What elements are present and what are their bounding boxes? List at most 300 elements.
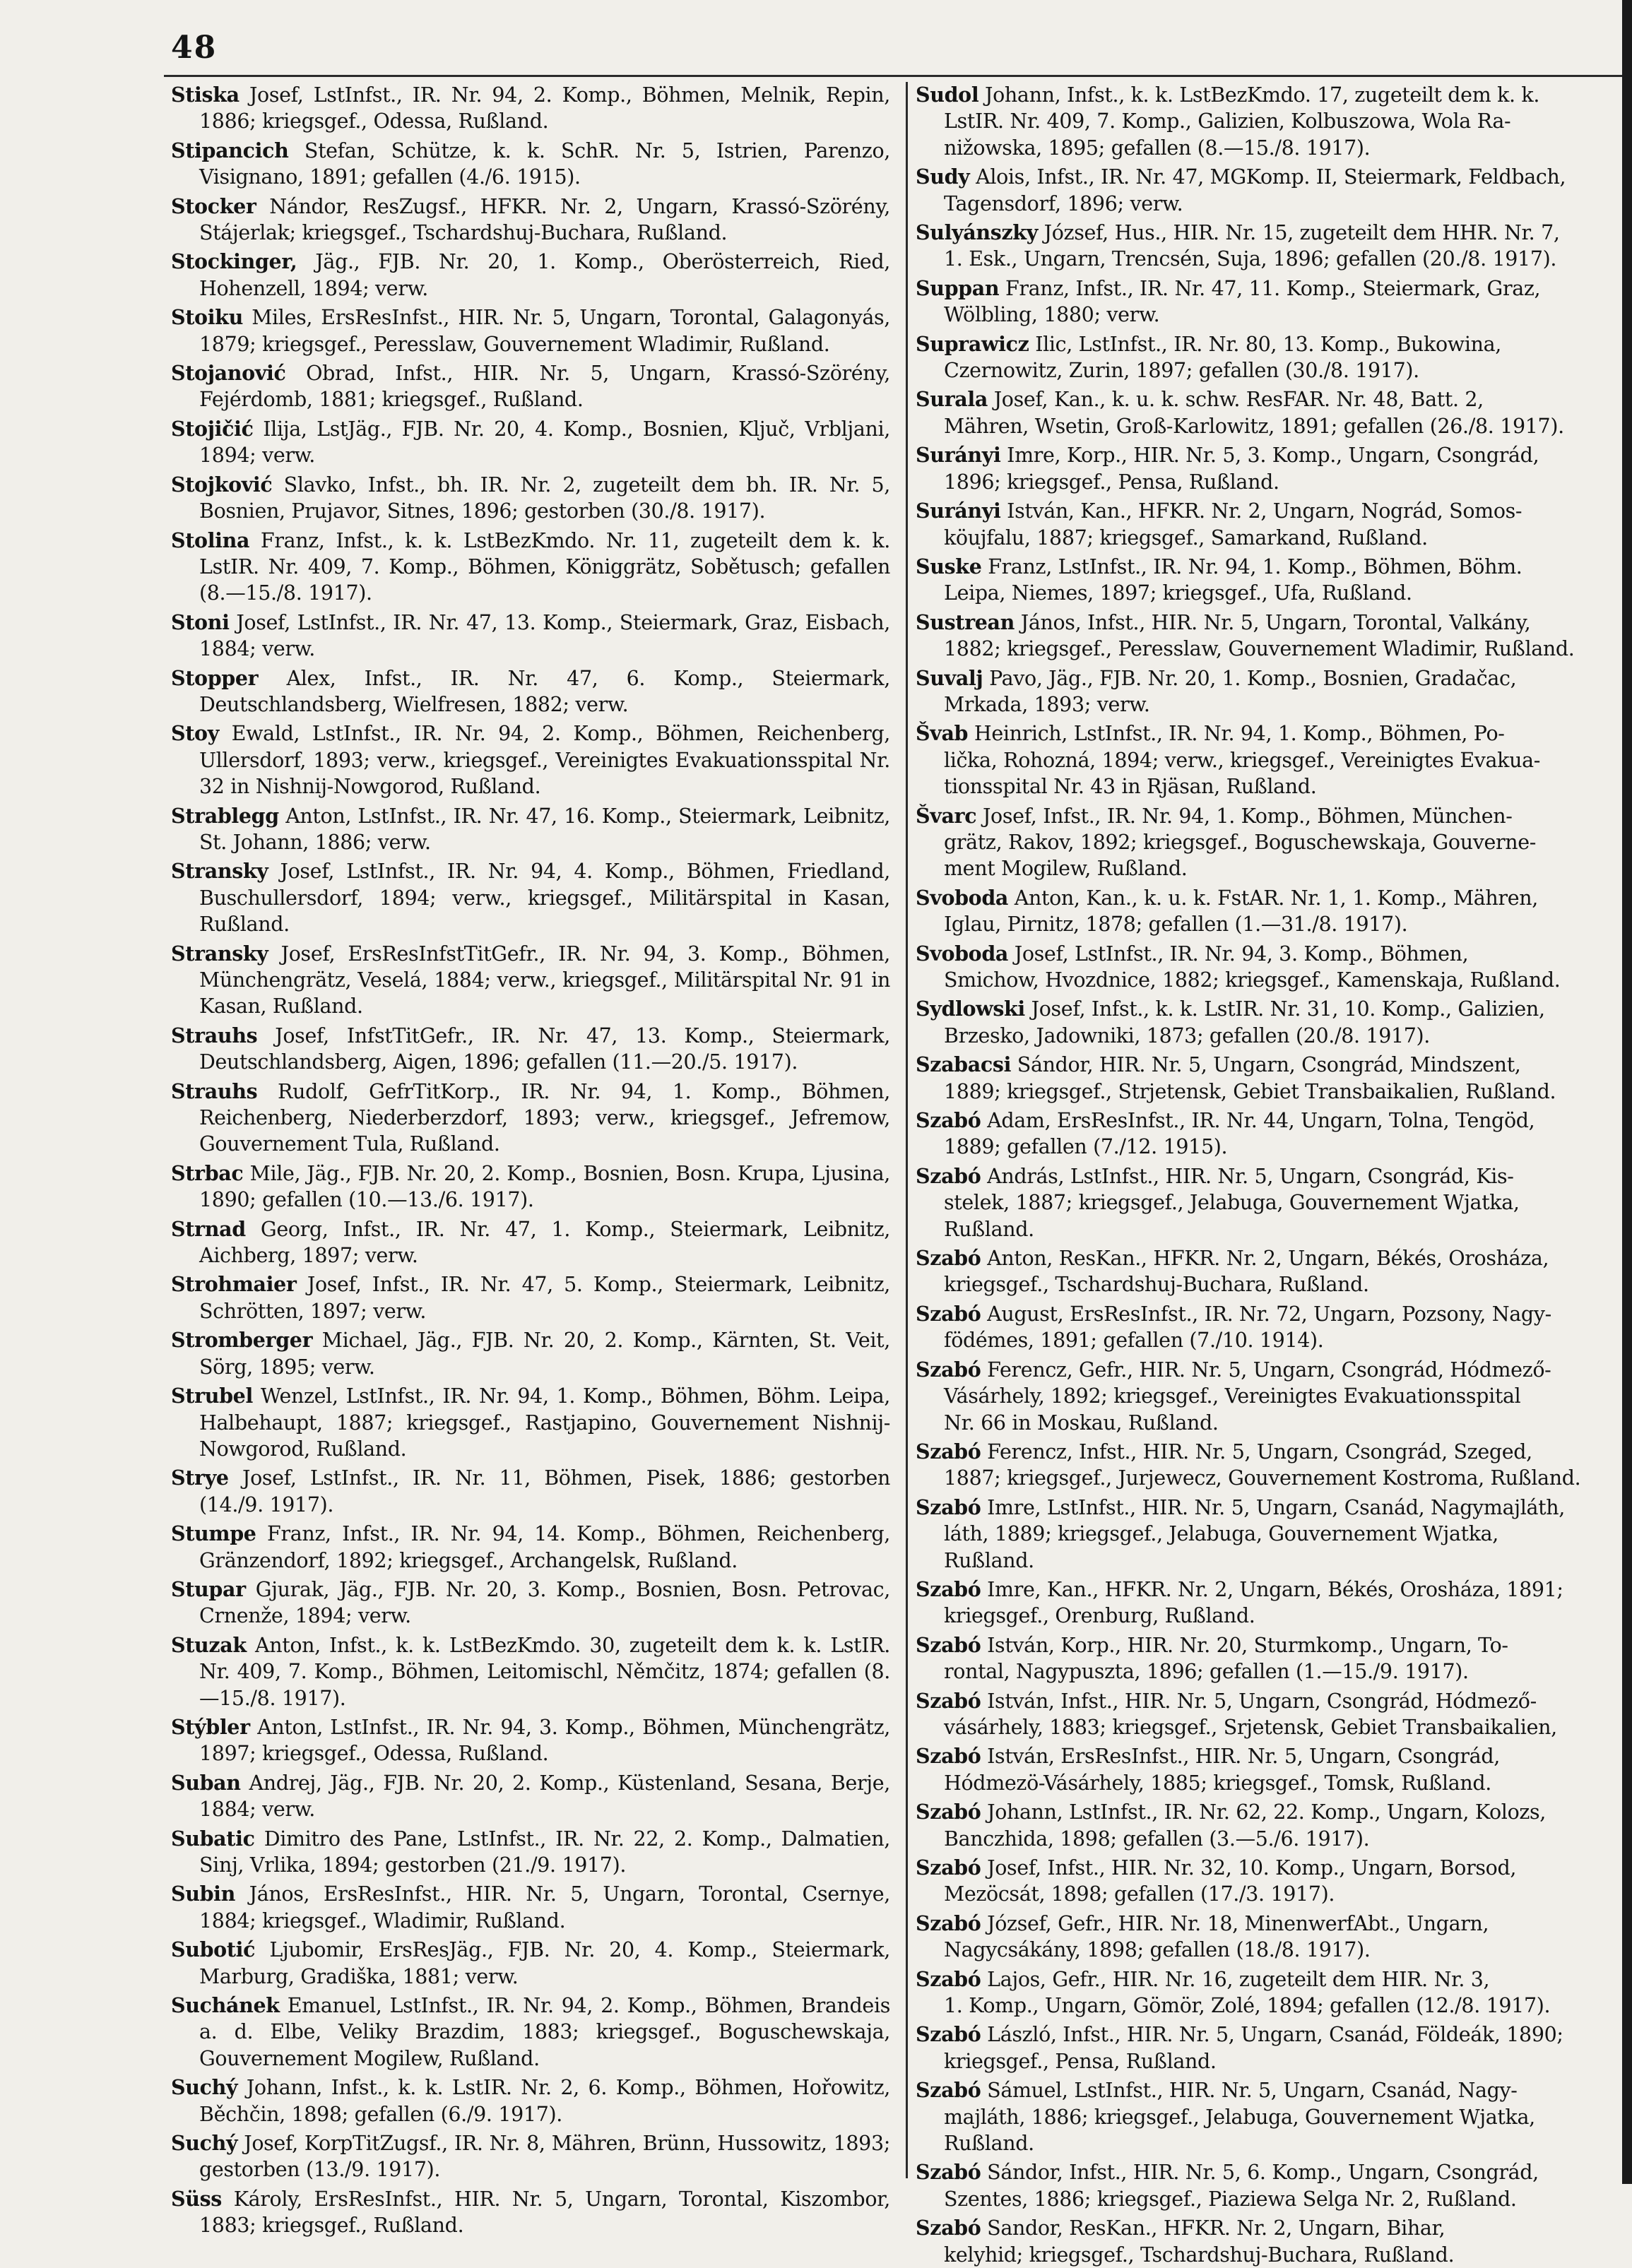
entry-surname: Sulyánszky — [916, 220, 1038, 245]
entry-text: Mile, Jäg., FJB. Nr. 20, 2. Komp., Bosnien, Bosn. Krupa, Ljusina, 1890; gefallen (10.—13./6. 1917). — [199, 1161, 890, 1212]
register-entry — [916, 1439, 1632, 1465]
register-entry — [171, 941, 890, 1020]
register-entry — [916, 911, 1632, 937]
entry-surname: Surányi — [916, 499, 1001, 523]
entry-text: Ilic, LstInfst., IR. Nr. 80, 13. Komp., Bukowina, — [1035, 332, 1501, 356]
register-entry — [916, 1632, 1632, 1658]
entry-text: Iglau, Pirnitz, 1878; gefallen (1.—31./8. 1917). — [944, 913, 1408, 937]
register-entry — [171, 1826, 890, 1879]
entry-text: Imre, Korp., HIR. Nr. 5, 3. Komp., Ungarn, Csongrád, — [1007, 444, 1539, 468]
register-entry — [171, 610, 890, 663]
entry-text: kriegsgef., Tschardshuj-Buchara, Rußland. — [944, 1273, 1369, 1297]
entry-text: Andrej, Jäg., FJB. Nr. 20, 2. Komp., Küstenland, Sesana, Berje, 1884; verw. — [199, 1771, 890, 1822]
register-entry — [916, 855, 1632, 881]
register-entry — [171, 1770, 890, 1823]
register-entry — [916, 1465, 1632, 1491]
register-entry — [916, 1245, 1632, 1271]
register-entry — [916, 1714, 1632, 1740]
register-entry — [171, 1632, 890, 1711]
entry-surname: Szabó — [916, 1439, 981, 1463]
register-entry — [916, 665, 1632, 691]
entry-text: Ljubomir, ErsResJäg., FJB. Nr. 20, 4. Komp., Steiermark, Marburg, Gradiška, 1881; verw. — [199, 1938, 890, 1988]
register-entry — [916, 1577, 1632, 1603]
register-entry — [916, 1271, 1632, 1298]
page-number: 48 — [171, 30, 218, 66]
entry-text: Heinrich, LstInfst., IR. Nr. 94, 1. Komp., Böhmen, Po- — [974, 722, 1505, 746]
register-entry — [916, 1163, 1632, 1189]
entry-text: Nr. 66 in Moskau, Rußland. — [944, 1411, 1219, 1435]
entry-text: Gjurak, Jäg., FJB. Nr. 20, 3. Komp., Bosnien, Bosn. Petrovac, Crnenže, 1894; verw. — [199, 1577, 890, 1628]
entry-surname: Stoy — [171, 721, 219, 746]
entry-text: Sandor, ResKan., HFKR. Nr. 2, Ungarn, Bihar, — [987, 2216, 1445, 2240]
entry-surname: Szabó — [916, 1688, 981, 1713]
entry-text: Adam, ErsResInfst., IR. Nr. 44, Ungarn, Tolna, Tengöd, — [987, 1109, 1535, 1133]
register-entry — [171, 803, 890, 856]
register-entry — [916, 885, 1632, 911]
register-entry — [171, 360, 890, 413]
register-entry — [916, 2048, 1632, 2074]
entry-text: nižowska, 1895; gefallen (8.—15./8. 1917). — [944, 136, 1371, 160]
entry-text: kriegsgef., Orenburg, Rußland. — [944, 1604, 1255, 1628]
entry-text: István, Kan., HFKR. Nr. 2, Ungarn, Nográd, Somos- — [1007, 499, 1522, 523]
register-entry — [916, 2130, 1632, 2156]
entry-surname: Surányi — [916, 443, 1001, 468]
entry-surname: Stransky — [171, 941, 268, 966]
register-entry — [916, 1937, 1632, 1963]
entry-text: Ewald, LstInfst., IR. Nr. 94, 2. Komp., Böhmen, Reichenberg, Ullersdorf, 1893; verw., kriegsgef., Vereinigtes Evakuationsspital Nr. 32 in Nishnij-Nowgorod, Rußland. — [199, 722, 890, 799]
entry-text: Wenzel, LstInfst., IR. Nr. 94, 1. Komp., Böhmen, Böhm. Leipa, Halbehaupt, 1887; kriegsgef., Rastjapino, Gouvernement Nishnij-Nowgorod, Rußland. — [199, 1384, 890, 1461]
entry-text: József, Gefr., HIR. Nr. 18, MinenwerfAbt., Ungarn, — [987, 1911, 1489, 1935]
entry-text: Franz, LstInfst., IR. Nr. 94, 1. Komp., Böhmen, Böhm. — [988, 554, 1522, 578]
entry-surname: Szabó — [916, 2078, 981, 2103]
register-entry — [916, 1658, 1632, 1685]
entry-text: Nándor, ResZugsf., HFKR. Nr. 2, Ungarn, Krassó-Szörény, Stájerlak; kriegsgef., Tschardshuj-Buchara, Rußland. — [199, 194, 890, 245]
register-entry — [916, 1688, 1632, 1714]
register-entry — [916, 1134, 1632, 1160]
entry-text: Lajos, Gefr., HIR. Nr. 16, zugeteilt dem HIR. Nr. 3, — [987, 1967, 1490, 1991]
entry-surname: Szabó — [916, 1632, 981, 1657]
entry-text: lička, Rohozná, 1894; verw., kriegsgef., Vereinigtes Evakua- — [944, 748, 1541, 772]
right-column — [916, 82, 1632, 2267]
entry-surname: Stolina — [171, 528, 250, 552]
register-entry — [916, 1881, 1632, 1907]
register-entry — [916, 996, 1632, 1022]
entry-text: grätz, Rakov, 1892; kriegsgef., Boguschewskaja, Gouverne- — [944, 830, 1537, 854]
entry-text: Mezöcsát, 1898; gefallen (17./3. 1917). — [944, 1882, 1335, 1906]
entry-text: Rußland. — [944, 2132, 1034, 2156]
entry-surname: Stuzak — [171, 1632, 247, 1657]
entry-text: János, ErsResInfst., HIR. Nr. 5, Ungarn, Torontal, Csernye, 1884; kriegsgef., Wladimir, Rußland. — [199, 1882, 890, 1932]
entry-text: Josef, ErsResInfstTitGefr., IR. Nr. 94, 3. Komp., Böhmen, Münchengrätz, Veselá, 1884; verw., kriegsgef., Militärspital Nr. 91 in Kasan, Rußland. — [199, 942, 890, 1019]
entry-surname: Szabó — [916, 1357, 981, 1382]
register-entry — [916, 2215, 1632, 2241]
entry-surname: Stocker — [171, 194, 256, 218]
register-entry — [171, 2130, 890, 2183]
register-entry — [916, 803, 1632, 829]
entry-text: LstIR. Nr. 409, 7. Komp., Galizien, Kolbuszowa, Wola Ra- — [944, 109, 1511, 133]
entry-surname: Sydlowski — [916, 997, 1025, 1021]
register-entry — [916, 2021, 1632, 2048]
entry-text: Josef, KorpTitZugsf., IR. Nr. 8, Mähren, Brünn, Hussowitz, 1893; gestorben (13./9. 1917). — [199, 2132, 890, 2182]
entry-surname: Stoiku — [171, 305, 243, 330]
entry-surname: Svoboda — [916, 885, 1009, 910]
entry-text: József, Hus., HIR. Nr. 15, zugeteilt dem HHR. Nr. 7, — [1043, 221, 1560, 245]
entry-text: Josef, LstInfst., IR. Nr. 47, 13. Komp., Steiermark, Graz, Eisbach, 1884; verw. — [199, 610, 890, 661]
entry-surname: Szabó — [916, 2216, 981, 2240]
register-entry — [916, 135, 1632, 161]
register-entry — [171, 1937, 890, 1990]
entry-surname: Stojanović — [171, 361, 286, 386]
register-entry — [916, 2186, 1632, 2212]
register-entry — [171, 1521, 890, 1574]
entry-text: ment Mogilew, Rußland. — [944, 857, 1188, 881]
entry-surname: Stockinger, — [171, 249, 297, 274]
register-entry — [171, 1079, 890, 1158]
entry-surname: Szabó — [916, 1495, 981, 1519]
entry-text: Imre, Kan., HFKR. Nr. 2, Ungarn, Békés, Orosháza, 1891; — [987, 1577, 1563, 1601]
register-entry — [916, 246, 1632, 272]
entry-text: Anton, Infst., k. k. LstBezKmdo. 30, zugeteilt dem k. k. LstIR. Nr. 409, 7. Komp., Böhmen, Leitomischl, Němčitz, 1874; gefallen (8.—15./8. 1917). — [199, 1633, 890, 1710]
entry-text: Ferencz, Gefr., HIR. Nr. 5, Ungarn, Csongrád, Hódmező- — [987, 1358, 1551, 1382]
register-entry — [916, 2242, 1632, 2268]
register-entry — [171, 82, 890, 135]
register-entry — [916, 1911, 1632, 1937]
register-entry — [916, 413, 1632, 439]
entry-surname: Stupar — [171, 1577, 246, 1601]
entry-text: August, ErsResInfst., IR. Nr. 72, Ungarn, Pozsony, Nagy- — [987, 1302, 1551, 1326]
entry-text: Obrad, Infst., HIR. Nr. 5, Ungarn, Krassó-Szörény, Fejérdomb, 1881; kriegsgef., Rußland. — [199, 362, 890, 412]
entry-text: Rußland. — [944, 1548, 1034, 1572]
entry-text: Imre, LstInfst., HIR. Nr. 5, Ungarn, Csanád, Nagymajláth, — [987, 1495, 1565, 1519]
entry-surname: Stransky — [171, 859, 268, 884]
entry-text: Josef, Infst., IR. Nr. 47, 5. Komp., Steiermark, Leibnitz, Schrötten, 1897; verw. — [199, 1273, 890, 1323]
entry-text: Slavko, Infst., bh. IR. Nr. 2, zugeteilt dem bh. IR. Nr. 5, Bosnien, Prujavor, Sitnes, 1896; gestorben (30./8. 1917). — [199, 473, 890, 523]
entry-text: Hódmezö-Vásárhely, 1885; kriegsgef., Tomsk, Rußland. — [944, 1771, 1492, 1795]
entry-text: Josef, Infst., IR. Nr. 94, 1. Komp., Böhmen, München- — [982, 804, 1513, 828]
entry-surname: Szabó — [916, 1800, 981, 1824]
entry-text: Franz, Infst., IR. Nr. 94, 14. Komp., Böhmen, Reichenberg, Gränzendorf, 1892; kriegsgef., Archangelsk, Rußland. — [199, 1522, 890, 1572]
register-entry — [916, 1521, 1632, 1547]
entry-surname: Stýbler — [171, 1714, 250, 1739]
entry-text: Sándor, Infst., HIR. Nr. 5, 6. Komp., Ungarn, Csongrád, — [987, 2161, 1539, 2185]
entry-text: Wölbling, 1880; verw. — [944, 303, 1160, 327]
register-entry — [171, 858, 890, 937]
register-entry — [916, 1993, 1632, 2019]
entry-surname: Strye — [171, 1466, 229, 1490]
left-column — [171, 82, 890, 2238]
entry-text: Rußland. — [944, 1217, 1034, 1241]
entry-surname: Süss — [171, 2186, 222, 2211]
entry-text: Alex, Infst., IR. Nr. 47, 6. Komp., Steiermark, Deutschlandsberg, Wielfresen, 1882; verw. — [199, 666, 890, 716]
register-entry — [171, 665, 890, 718]
entry-surname: Szabó — [916, 1856, 981, 1880]
entry-text: Károly, ErsResInfst., HIR. Nr. 5, Ungarn, Torontal, Kiszombor, 1883; kriegsgef., Rußland. — [199, 2187, 890, 2238]
entry-text: Sámuel, LstInfst., HIR. Nr. 5, Ungarn, Csanád, Nagy- — [987, 2079, 1518, 2103]
register-entry — [916, 967, 1632, 993]
entry-surname: Szabó — [916, 1911, 981, 1935]
register-entry — [916, 1216, 1632, 1242]
entry-text: 1887; kriegsgef., Jurjewecz, Gouvernement Kostroma, Rußland. — [944, 1466, 1581, 1490]
register-entry — [171, 194, 890, 247]
entry-text: Josef, Kan., k. u. k. schw. ResFAR. Nr. 48, Batt. 2, — [993, 388, 1484, 412]
register-entry — [916, 941, 1632, 967]
register-entry — [171, 1216, 890, 1269]
entry-text: János, Infst., HIR. Nr. 5, Ungarn, Torontal, Valkány, — [1020, 610, 1531, 634]
entry-text: 1. Esk., Ungarn, Trencsén, Suja, 1896; gefallen (20./8. 1917). — [944, 247, 1557, 271]
entry-text: Leipa, Niemes, 1897; kriegsgef., Ufa, Rußland. — [944, 581, 1412, 605]
entry-surname: Stumpe — [171, 1521, 256, 1546]
entry-text: 1882; kriegsgef., Peresslaw, Gouvernement Wladimir, Rußland. — [944, 637, 1575, 661]
entry-surname: Strablegg — [171, 803, 279, 828]
entry-text: Josef, InfstTitGefr., IR. Nr. 47, 13. Komp., Steiermark, Deutschlandsberg, Aigen, 1896; gefallen (11.—20./5. 1917). — [199, 1023, 890, 1074]
register-entry — [916, 2077, 1632, 2103]
entry-text: 1. Komp., Ungarn, Gömör, Zolé, 1894; gefallen (12./8. 1917). — [944, 1994, 1551, 2018]
register-entry — [916, 747, 1632, 773]
register-entry — [916, 1357, 1632, 1383]
entry-text: István, Korp., HIR. Nr. 20, Sturmkomp., Ungarn, To- — [987, 1633, 1508, 1657]
entry-text: Franz, Infst., k. k. LstBezKmdo. Nr. 11, zugeteilt dem k. k. LstIR. Nr. 409, 7. Komp., Böhmen, Königgrätz, Sobětusch; gefallen (8.—15./8. 1917). — [199, 528, 890, 605]
entry-text: István, ErsResInfst., HIR. Nr. 5, Ungarn, Csongrád, — [987, 1745, 1500, 1769]
register-entry — [171, 1271, 890, 1324]
entry-surname: Stiska — [171, 83, 240, 107]
register-entry — [916, 82, 1632, 108]
entry-text: Franz, Infst., IR. Nr. 47, 11. Komp., Steiermark, Graz, — [1005, 276, 1541, 300]
register-entry — [916, 1301, 1632, 1327]
entry-surname: Švarc — [916, 803, 977, 828]
register-entry — [916, 2104, 1632, 2130]
entry-text: Stefan, Schütze, k. k. SchR. Nr. 5, Istrien, Parenzo, Visignano, 1891; gefallen (4./6. 1915). — [199, 138, 890, 189]
entry-surname: Surala — [916, 387, 988, 412]
entry-surname: Stipancich — [171, 138, 289, 162]
register-entry — [916, 525, 1632, 551]
entry-text: rontal, Nagypuszta, 1896; gefallen (1.—15./9. 1917). — [944, 1660, 1469, 1684]
register-entry — [916, 469, 1632, 495]
entry-surname: Suvalj — [916, 665, 983, 690]
register-entry — [171, 138, 890, 191]
entry-surname: Svoboda — [916, 941, 1009, 966]
entry-surname: Suppan — [916, 275, 1000, 300]
register-entry — [916, 302, 1632, 328]
entry-text: Josef, LstInfst., IR. Nr. 94, 3. Komp., Böhmen, — [1014, 942, 1469, 966]
register-entry — [916, 1108, 1632, 1134]
entry-surname: Strauhs — [171, 1079, 258, 1103]
register-entry — [916, 1966, 1632, 1993]
entry-text: Nagycsákány, 1898; gefallen (18./8. 1917). — [944, 1938, 1371, 1962]
register-entry — [171, 249, 890, 302]
register-entry — [916, 1799, 1632, 1825]
register-entry — [916, 1855, 1632, 1881]
entry-text: Jäg., FJB. Nr. 20, 1. Komp., Oberösterreich, Ried, Hohenzell, 1894; verw. — [199, 250, 890, 300]
entry-text: köujfalu, 1887; kriegsgef., Samarkand, Rußland. — [944, 526, 1428, 550]
entry-text: Tagensdorf, 1896; verw. — [944, 191, 1183, 215]
entry-surname: Suprawicz — [916, 331, 1029, 356]
register-entry — [171, 1465, 890, 1518]
entry-surname: Sudol — [916, 83, 979, 107]
register-entry — [171, 1993, 890, 2072]
register-entry — [171, 1160, 890, 1213]
entry-surname: Szabó — [916, 1744, 981, 1769]
entry-text: Banczhida, 1898; gefallen (3.—5./6. 1917). — [944, 1827, 1370, 1851]
register-entry — [171, 416, 890, 469]
entry-surname: Szabó — [916, 2022, 981, 2047]
entry-text: Brzesko, Jadowniki, 1873; gefallen (20./8. 1917). — [944, 1023, 1431, 1047]
register-entry — [916, 357, 1632, 384]
entry-text: Dimitro des Pane, LstInfst., IR. Nr. 22, 2. Komp., Dalmatien, Sinj, Vrlika, 1894; gestorben (21./9. 1917). — [199, 1827, 890, 1877]
register-entry — [916, 164, 1632, 190]
entry-surname: Subin — [171, 1882, 236, 1906]
entry-surname: Strbac — [171, 1160, 244, 1185]
entry-text: Josef, Infst., k. k. LstIR. Nr. 31, 10. Komp., Galizien, — [1031, 997, 1545, 1021]
entry-text: Mrkada, 1893; verw. — [944, 692, 1150, 716]
register-entry — [171, 2074, 890, 2127]
register-entry — [171, 304, 890, 357]
entry-surname: Stojković — [171, 472, 273, 497]
entry-text: Sándor, HIR. Nr. 5, Ungarn, Csongrád, Mindszent, — [1017, 1053, 1521, 1077]
register-entry — [916, 498, 1632, 524]
entry-surname: Suchý — [171, 2131, 238, 2156]
register-entry — [916, 829, 1632, 855]
entry-surname: Szabó — [916, 1246, 981, 1271]
register-entry — [916, 1495, 1632, 1521]
entry-surname: Strubel — [171, 1384, 253, 1408]
register-entry — [916, 1410, 1632, 1436]
column-divider — [906, 82, 908, 2178]
entry-surname: Stopper — [171, 665, 259, 690]
entry-text: András, LstInfst., HIR. Nr. 5, Ungarn, Csongrád, Kis- — [987, 1164, 1514, 1188]
entry-surname: Suske — [916, 554, 982, 578]
entry-text: 1889; kriegsgef., Strjetensk, Gebiet Transbaikalien, Rußland. — [944, 1079, 1556, 1103]
entry-text: Johann, LstInfst., IR. Nr. 62, 22. Komp., Ungarn, Kolozs, — [987, 1800, 1547, 1824]
register-entry — [916, 331, 1632, 357]
entry-text: Josef, LstInfst., IR. Nr. 11, Böhmen, Pisek, 1886; gestorben (14./9. 1917). — [199, 1466, 890, 1516]
register-entry — [916, 220, 1632, 246]
entry-text: Szentes, 1886; kriegsgef., Piaziewa Selga Nr. 2, Rußland. — [944, 2187, 1517, 2211]
entry-text: Johann, Infst., k. k. LstBezKmdo. 17, zugeteilt dem k. k. — [985, 83, 1540, 107]
register-entry — [171, 1023, 890, 1076]
entry-surname: Suchý — [171, 2075, 238, 2100]
entry-text: Vásárhely, 1892; kriegsgef., Vereinigtes Evakuationsspital — [944, 1384, 1521, 1408]
entry-text: majláth, 1886; kriegsgef., Jelabuga, Gouvernement Wjatka, — [944, 2105, 1535, 2129]
entry-text: Anton, ResKan., HFKR. Nr. 2, Ungarn, Békés, Orosháza, — [987, 1247, 1549, 1271]
entry-text: Smichow, Hvozdnice, 1882; kriegsgef., Kamenskaja, Rußland. — [944, 968, 1561, 992]
register-entry — [916, 1327, 1632, 1353]
entry-text: Anton, Kan., k. u. k. FstAR. Nr. 1, 1. Komp., Mähren, — [1014, 886, 1538, 910]
register-entry — [916, 108, 1632, 134]
register-entry — [916, 691, 1632, 718]
entry-text: kriegsgef., Pensa, Rußland. — [944, 2049, 1217, 2073]
register-entry — [916, 1603, 1632, 1629]
register-entry — [916, 1548, 1632, 1574]
register-entry — [916, 191, 1632, 217]
entry-surname: Sustrean — [916, 610, 1015, 634]
entry-surname: Szabacsi — [916, 1052, 1012, 1077]
register-entry — [171, 472, 890, 525]
register-entry — [171, 1881, 890, 1934]
register-entry — [171, 2186, 890, 2239]
register-entry — [171, 1383, 890, 1462]
entry-text: Mähren, Wsetin, Groß-Karlowitz, 1891; gefallen (26./8. 1917). — [944, 414, 1564, 438]
register-entry — [916, 610, 1632, 636]
entry-surname: Subotić — [171, 1937, 256, 1962]
entry-text: Anton, LstInfst., IR. Nr. 94, 3. Komp., Böhmen, Münchengrätz, 1897; kriegsgef., Odessa, Rußland. — [199, 1715, 890, 1766]
entry-text: Josef, Infst., HIR. Nr. 32, 10. Komp., Ungarn, Borsod, — [987, 1856, 1517, 1880]
entry-surname: Suchánek — [171, 1993, 280, 2018]
register-entry — [916, 386, 1632, 412]
top-rule — [164, 75, 1632, 77]
register-entry — [916, 1023, 1632, 1049]
entry-surname: Szabó — [916, 1577, 981, 1601]
register-entry — [916, 2159, 1632, 2185]
entry-text: 1889; gefallen (7./12. 1915). — [944, 1135, 1228, 1159]
entry-text: láth, 1889; kriegsgef., Jelabuga, Gouvernement Wjatka, — [944, 1522, 1498, 1546]
register-entry — [916, 773, 1632, 800]
register-entry — [171, 528, 890, 607]
entry-text: Josef, LstInfst., IR. Nr. 94, 2. Komp., Böhmen, Melnik, Repin, 1886; kriegsgef., Odessa, Rußland. — [199, 83, 890, 133]
entry-surname: Szabó — [916, 1966, 981, 1991]
entry-text: vásárhely, 1883; kriegsgef., Srjetensk, Gebiet Transbaikalien, — [944, 1715, 1557, 1739]
entry-text: Michael, Jäg., FJB. Nr. 20, 2. Komp., Kärnten, St. Veit, Sörg, 1895; verw. — [199, 1329, 890, 1379]
register-entry — [916, 554, 1632, 580]
entry-text: Miles, ErsResInfst., HIR. Nr. 5, Ungarn, Torontal, Galagonyás, 1879; kriegsgef., Peresslaw, Gouvernement Wladimir, Rußland. — [199, 306, 890, 356]
entry-text: Josef, LstInfst., IR. Nr. 94, 4. Komp., Böhmen, Friedland, Buschullersdorf, 1894; verw., kriegsgef., Militärspital in Kasan, Rußland. — [199, 860, 890, 937]
register-entry — [916, 1743, 1632, 1769]
entry-text: tionsspital Nr. 43 in Rjäsan, Rußland. — [944, 775, 1317, 799]
register-entry — [916, 1189, 1632, 1216]
entry-text: 1896; kriegsgef., Pensa, Rußland. — [944, 470, 1279, 494]
entry-surname: Suban — [171, 1770, 241, 1795]
entry-surname: Stoni — [171, 610, 230, 634]
entry-surname: Szabó — [916, 1301, 981, 1326]
entry-text: Rudolf, GefrTitKorp., IR. Nr. 94, 1. Komp., Böhmen, Reichenberg, Niederberzdorf, 1893; verw., kriegsgef., Jefremow, Gouvernement Tula, Rußland. — [199, 1079, 890, 1156]
entry-surname: Szabó — [916, 1163, 981, 1188]
entry-text: stelek, 1887; kriegsgef., Jelabuga, Gouvernement Wjatka, — [944, 1191, 1520, 1215]
register-entry — [916, 720, 1632, 747]
entry-surname: Strohmaier — [171, 1272, 297, 1297]
entry-text: Ferencz, Infst., HIR. Nr. 5, Ungarn, Csongrád, Szeged, — [987, 1439, 1532, 1463]
register-entry — [916, 580, 1632, 606]
register-entry — [916, 275, 1632, 302]
entry-surname: Szabó — [916, 2160, 981, 2185]
entry-text: Alois, Infst., IR. Nr. 47, MGKomp. II, Steiermark, Feldbach, — [976, 165, 1566, 189]
page-edge-shadow — [1622, 0, 1632, 2184]
register-entry — [916, 1770, 1632, 1796]
entry-surname: Strauhs — [171, 1023, 258, 1047]
entry-text: Johann, Infst., k. k. LstIR. Nr. 2, 6. Komp., Böhmen, Hořowitz, Běchčin, 1898; gefallen (6./9. 1917). — [199, 2076, 890, 2126]
register-entry — [916, 636, 1632, 662]
register-entry — [916, 1383, 1632, 1409]
entry-text: Czernowitz, Zurin, 1897; gefallen (30./8. 1917). — [944, 359, 1419, 383]
entry-surname: Sudy — [916, 165, 970, 189]
register-entry — [171, 720, 890, 800]
entry-surname: Strnad — [171, 1216, 246, 1241]
entry-text: Georg, Infst., IR. Nr. 47, 1. Komp., Steiermark, Leibnitz, Aichberg, 1897; verw. — [199, 1217, 890, 1268]
register-entry — [171, 1577, 890, 1629]
entry-surname: Stromberger — [171, 1328, 313, 1353]
entry-text: Anton, LstInfst., IR. Nr. 47, 16. Komp., Steiermark, Leibnitz, St. Johann, 1886; verw. — [199, 804, 890, 854]
register-entry — [916, 1052, 1632, 1078]
entry-surname: Stojičić — [171, 416, 254, 441]
entry-surname: Švab — [916, 721, 969, 746]
entry-text: födémes, 1891; gefallen (7./10. 1914). — [944, 1329, 1324, 1353]
entry-text: Emanuel, LstInfst., IR. Nr. 94, 2. Komp., Böhmen, Brandeis a. d. Elbe, Veliky Brazdim, 1883; kriegsgef., Boguschewskaja, Gouvernement Mogilew, Rußland. — [199, 1994, 890, 2070]
entry-text: Pavo, Jäg., FJB. Nr. 20, 1. Komp., Bosnien, Gradačac, — [989, 666, 1517, 690]
register-entry — [916, 1826, 1632, 1852]
entry-text: kelyhid; kriegsgef., Tschardshuj-Buchara, Rußland. — [944, 2243, 1455, 2267]
entry-text: István, Infst., HIR. Nr. 5, Ungarn, Csongrád, Hódmező- — [987, 1689, 1537, 1713]
entry-text: László, Infst., HIR. Nr. 5, Ungarn, Csanád, Földeák, 1890; — [987, 2023, 1563, 2047]
register-entry — [171, 1714, 890, 1767]
register-entry — [171, 1327, 890, 1380]
